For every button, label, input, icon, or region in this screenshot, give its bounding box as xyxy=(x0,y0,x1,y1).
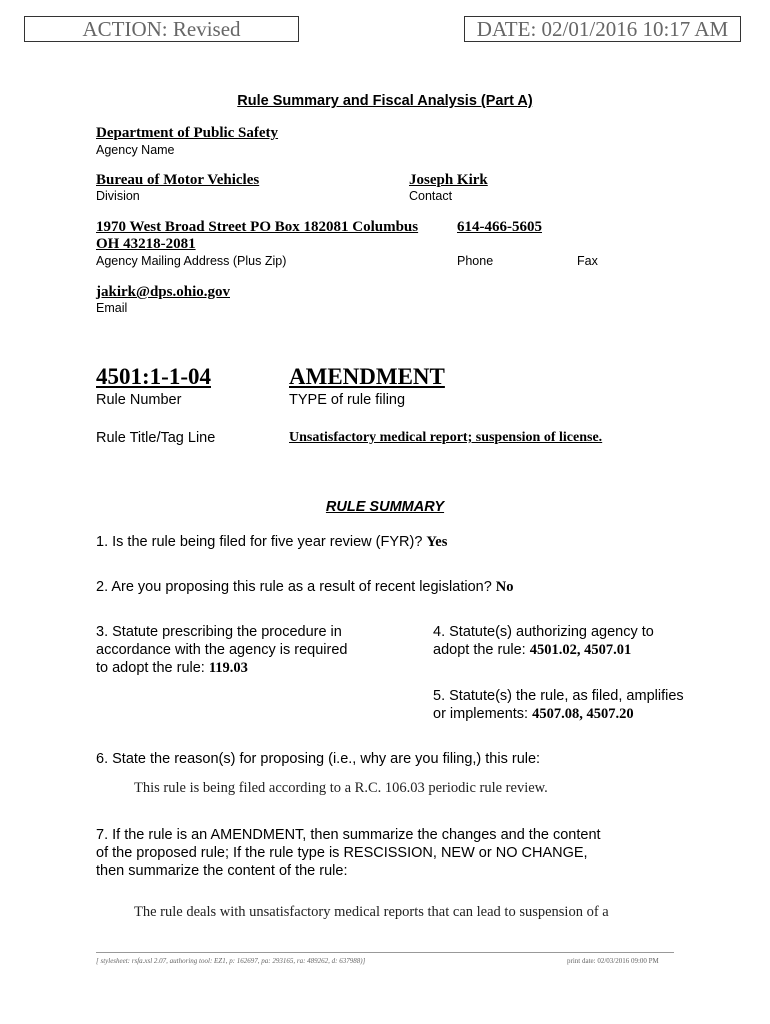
question-5-line2: or implements: xyxy=(433,706,533,722)
question-1-answer: Yes xyxy=(426,534,448,550)
question-3-answer: 119.03 xyxy=(208,660,248,676)
question-3-line1: 3. Statute prescribing the procedure in xyxy=(96,624,342,640)
rule-title-label: Rule Title/Tag Line xyxy=(96,430,216,446)
rule-title: Unsatisfactory medical report; suspension of license. xyxy=(289,430,603,445)
action-text: ACTION: Revised xyxy=(82,17,241,41)
question-6-answer: This rule is being filed according to a R.C. 106.03 periodic rule review. xyxy=(134,780,548,796)
question-2-text: 2. Are you proposing this rule as a result of recent legislation? xyxy=(96,579,496,595)
date-box xyxy=(464,16,741,42)
rule-summary-heading: RULE SUMMARY xyxy=(325,499,445,515)
footer-stylesheet-info: [ stylesheet: rsfa.xsl 2.07, authoring tool: EZ1, p: 162697, pa: 293165, ra: 489262, d: 637988)] xyxy=(96,957,366,965)
action-box xyxy=(24,16,299,42)
question-5-line1: 5. Statute(s) the rule, as filed, amplifies xyxy=(433,688,684,704)
question-5 xyxy=(433,687,684,723)
division-value: Bureau of Motor Vehicles xyxy=(96,172,260,188)
rule-number-label: Rule Number xyxy=(96,392,182,408)
agency-name-label: Agency Name xyxy=(96,143,175,157)
question-4-line2: adopt the rule: xyxy=(433,642,530,658)
fax-label: Fax xyxy=(577,254,598,268)
question-3 xyxy=(96,623,347,677)
phone-label: Phone xyxy=(457,254,494,268)
question-7-line1: 7. If the rule is an AMENDMENT, then summarize the changes and the content xyxy=(96,827,601,843)
footer-divider xyxy=(96,952,674,953)
question-4-line1: 4. Statute(s) authorizing agency to xyxy=(433,624,654,640)
address-line2: OH 43218-2081 xyxy=(96,236,196,252)
phone-value: 614-466-5605 xyxy=(457,219,542,235)
question-2-answer: No xyxy=(495,579,514,595)
question-2 xyxy=(96,578,514,596)
email-label: Email xyxy=(96,301,128,315)
question-7-answer: The rule deals with unsatisfactory medical reports that can lead to suspension of a xyxy=(134,904,609,920)
address-line1: 1970 West Broad Street PO Box 182081 Columbus xyxy=(96,219,419,235)
agency-name-value: Department of Public Safety xyxy=(96,125,279,141)
contact-label: Contact xyxy=(409,189,453,203)
question-3-line3: to adopt the rule: xyxy=(96,660,209,676)
contact-value: Joseph Kirk xyxy=(409,172,488,188)
question-1-text: 1. Is the rule being filed for five year review (FYR)? xyxy=(96,534,427,550)
date-text: DATE: 02/01/2016 10:17 AM xyxy=(476,17,729,41)
rule-type-label: TYPE of rule filing xyxy=(289,392,406,408)
division-label: Division xyxy=(96,189,140,203)
email-value: jakirk@dps.ohio.gov xyxy=(96,284,230,300)
question-4 xyxy=(433,623,654,659)
address-label: Agency Mailing Address (Plus Zip) xyxy=(96,254,287,268)
footer-print-date: print date: 02/03/2016 09:00 PM xyxy=(567,957,659,965)
rule-type: AMENDMENT xyxy=(289,364,445,389)
question-5-answer: 4507.08, 4507.20 xyxy=(532,706,634,722)
page-title: Rule Summary and Fiscal Analysis (Part A) xyxy=(237,93,533,109)
question-6-text: 6. State the reason(s) for proposing (i.e., why are you filing,) this rule: xyxy=(96,751,541,767)
question-7-line2: of the proposed rule; If the rule type is RESCISSION, NEW or NO CHANGE, xyxy=(96,845,588,861)
question-7-line3: then summarize the content of the rule: xyxy=(96,863,348,879)
question-3-line2: accordance with the agency is required xyxy=(96,642,348,658)
rule-number: 4501:1-1-04 xyxy=(96,364,211,389)
question-4-answer: 4501.02, 4507.01 xyxy=(529,642,632,658)
question-7 xyxy=(96,826,601,880)
question-1 xyxy=(96,533,447,551)
